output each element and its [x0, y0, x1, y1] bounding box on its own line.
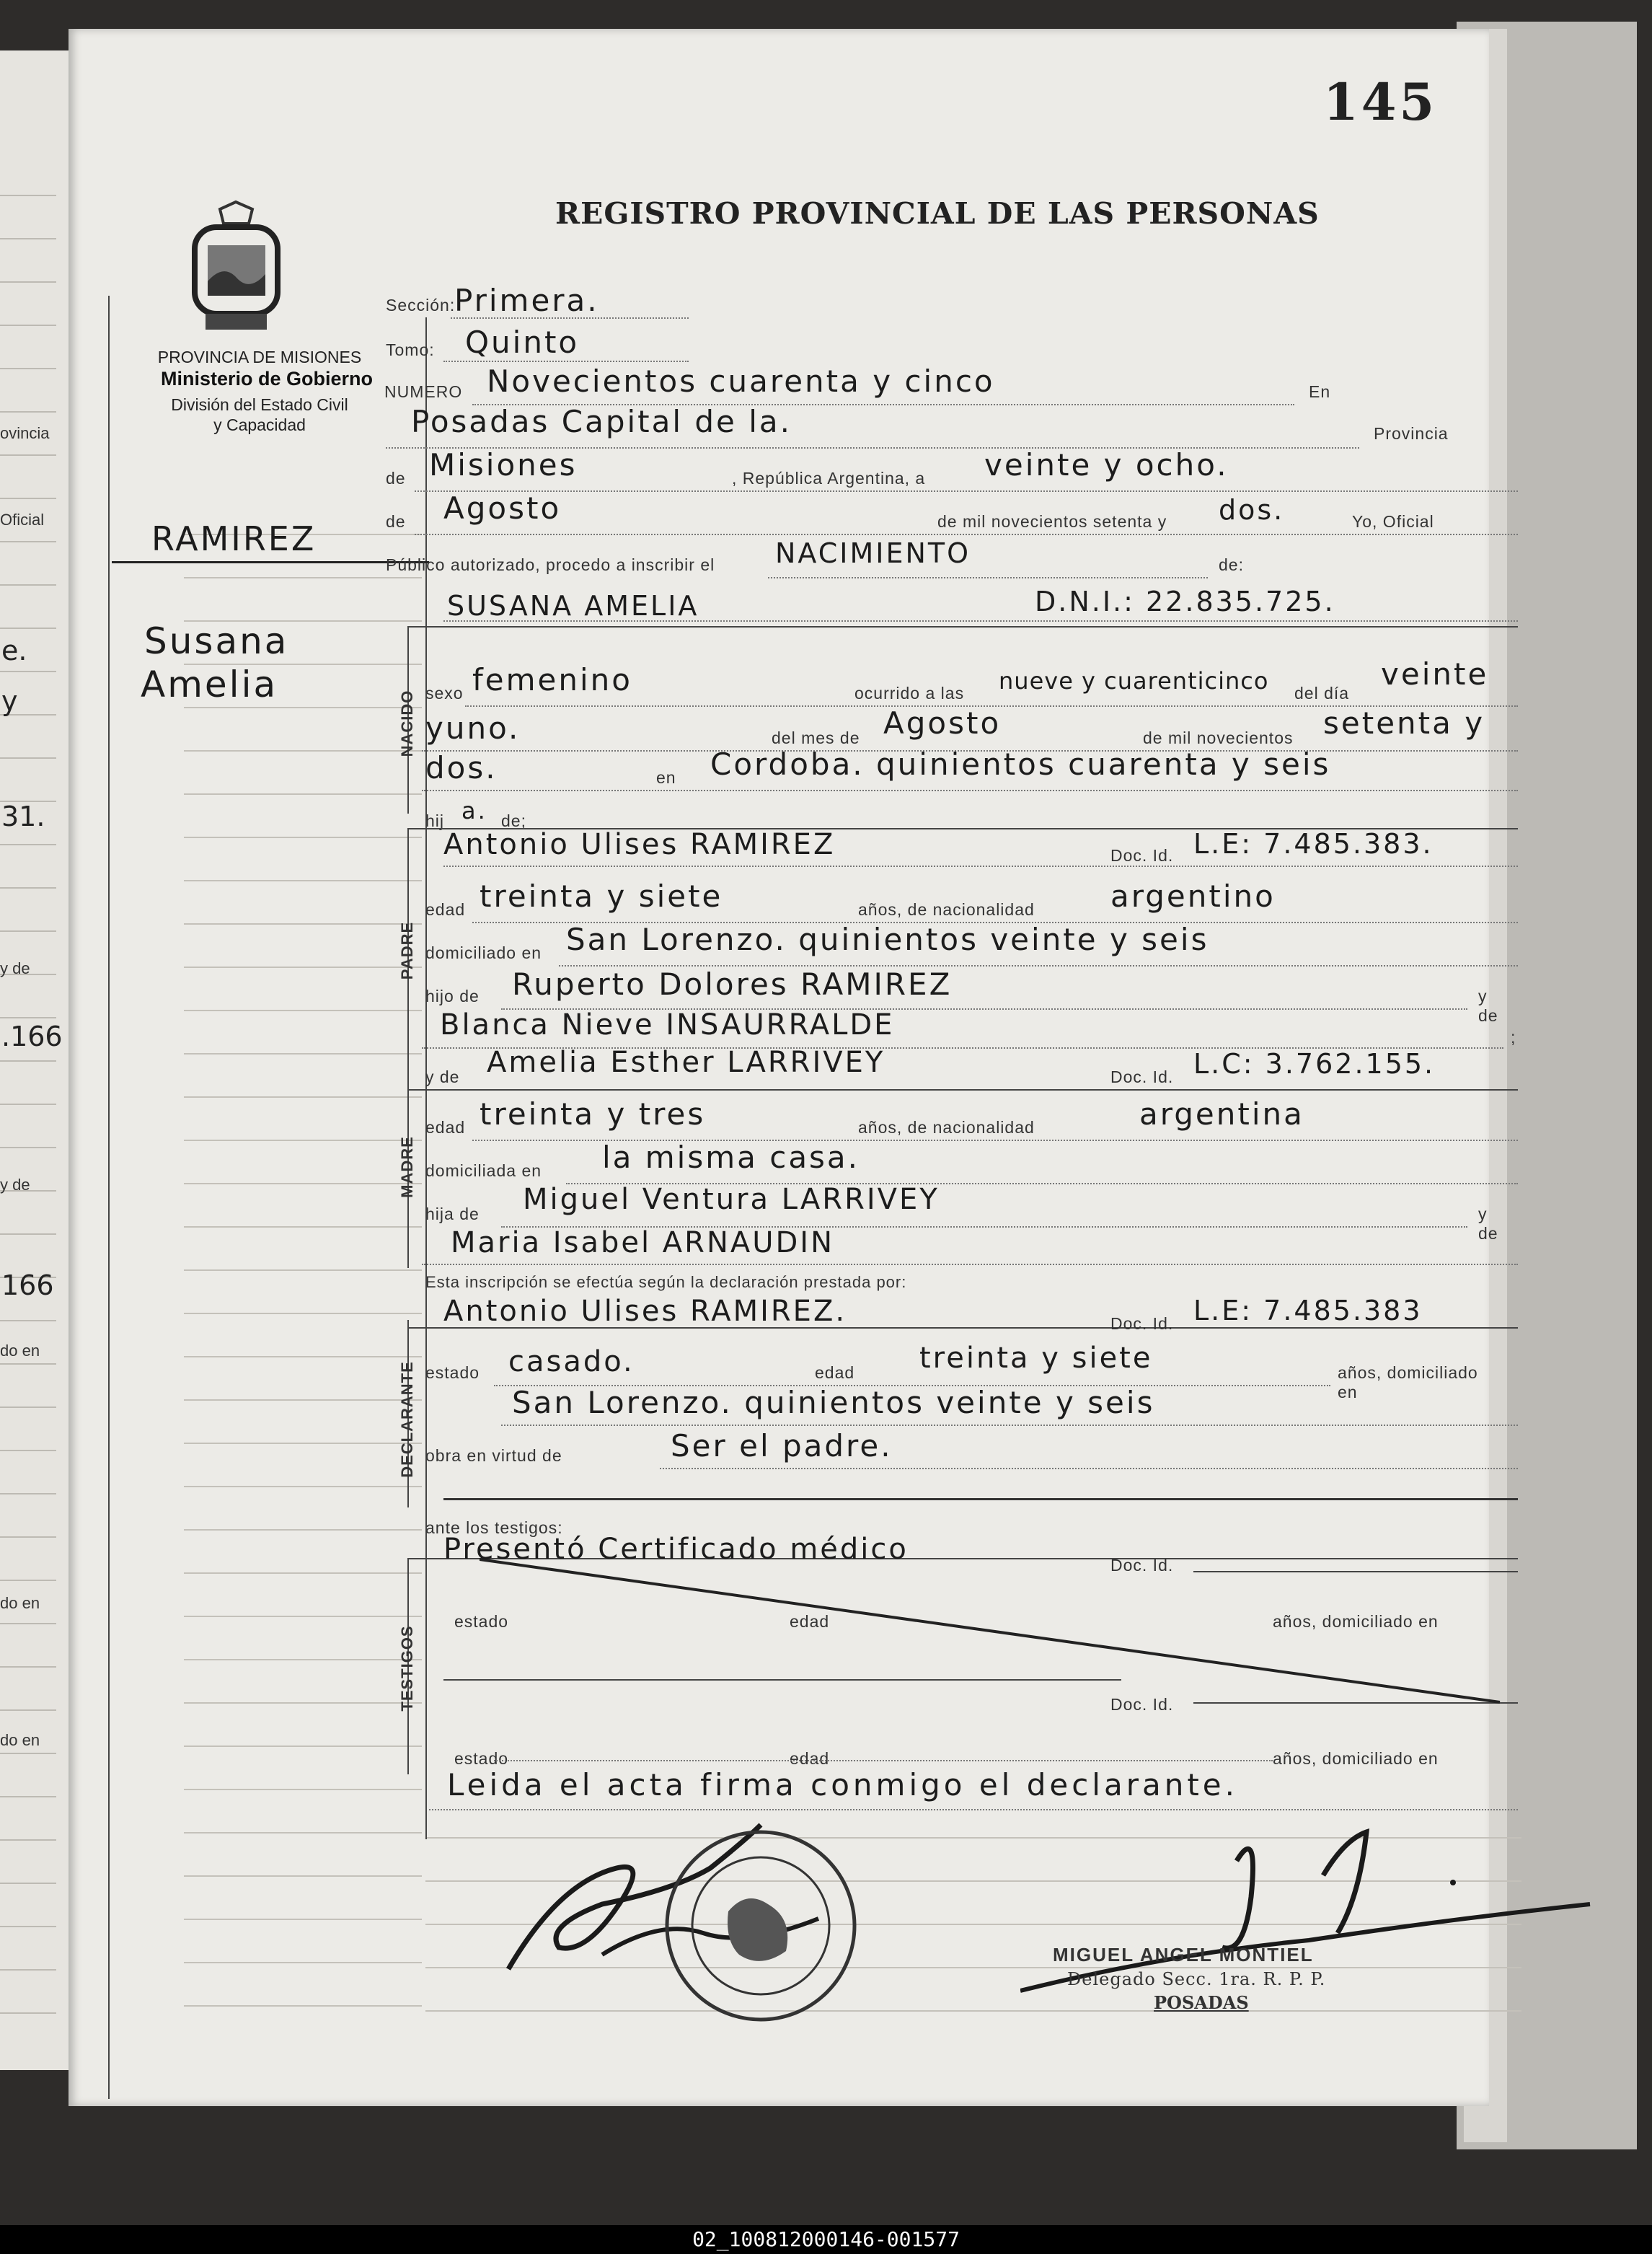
left-snip: ovincia	[0, 424, 50, 442]
acto-value: NACIMIENTO	[775, 537, 971, 569]
madre-nac-value: argentina	[1139, 1096, 1304, 1132]
padre-edad-value: treinta y siete	[480, 879, 723, 914]
testigo-anos-dom-label-2: años, domiciliado en	[1273, 1749, 1439, 1768]
seccion-value: Primera.	[454, 283, 599, 318]
margin-column-rule	[108, 296, 110, 2099]
padre-y-de-label: y de	[1478, 987, 1498, 1025]
padre-doc-value: L.E: 7.485.383.	[1193, 828, 1434, 860]
madre-madre-line	[422, 1264, 1518, 1265]
org-division-2: y Capacidad	[213, 415, 306, 434]
en-label: En	[1309, 382, 1331, 401]
decl-obra-value: Ser el padre.	[671, 1428, 893, 1463]
del-dia-label: del día	[1294, 684, 1350, 703]
madre-edad-value: treinta y tres	[480, 1096, 706, 1132]
nacido-section-label: NACIDO	[398, 690, 416, 757]
sexo-label: sexo	[425, 684, 464, 703]
decl-estado-label: estado	[425, 1363, 480, 1382]
signature-official-icon	[1020, 1810, 1597, 2027]
publico-label: Público autorizado, procedo a inscribir el	[386, 555, 715, 574]
padre-nac-label: años, de nacionalidad	[858, 900, 1035, 919]
madre-edad-label: edad	[425, 1118, 466, 1137]
margin-given-name: Susana	[144, 620, 289, 662]
seccion-line	[451, 317, 689, 319]
testigo-anos-dom-label: años, domiciliado en	[1273, 1612, 1439, 1631]
madre-section-label: MADRE	[398, 1136, 416, 1198]
decl-edad-value: treinta y siete	[919, 1342, 1153, 1375]
nombre-value: SUSANA AMELIA	[447, 590, 699, 622]
left-snip: Oficial	[0, 511, 45, 529]
fecha-mes-value: Agosto	[443, 490, 562, 526]
org-province: PROVINCIA DE MISIONES	[157, 348, 362, 366]
left-snip: e.	[1, 635, 27, 666]
padre-doc-label: Doc. Id.	[1110, 846, 1174, 865]
sexo-value: femenino	[472, 662, 632, 697]
en-label-2: en	[656, 768, 676, 787]
mes-value: Agosto	[883, 705, 1002, 741]
register-page	[69, 29, 1516, 2106]
lugar-value: Posadas Capital de la.	[411, 404, 792, 439]
provincia-value: Misiones	[429, 447, 578, 483]
madre-dom-label: domiciliada en	[425, 1161, 542, 1180]
testigos-section-label: TESTIGOS	[398, 1625, 416, 1712]
hij-suffix: a.	[461, 797, 487, 824]
padre-dom-value: San Lorenzo. quinientos veinte y seis	[566, 922, 1209, 957]
madre-bracket-top	[407, 1089, 1518, 1091]
dni-value: D.N.I.: 22.835.725.	[1035, 586, 1335, 617]
numero-label: NUMERO	[384, 382, 463, 401]
de-colon-label: de:	[1219, 555, 1244, 574]
decl-end-line	[443, 1498, 1518, 1500]
left-snip: do en	[0, 1342, 40, 1360]
tomo-label: Tomo:	[386, 340, 435, 359]
left-snip: do en	[0, 1594, 40, 1612]
anio-value: setenta y	[1323, 705, 1485, 741]
madre-doc-value: L.C: 3.762.155.	[1193, 1048, 1436, 1080]
official-name: MIGUEL ANGEL MONTIEL	[1053, 1944, 1314, 1965]
official-place: POSADAS	[1154, 1992, 1249, 2013]
padre-nombre-value: Antonio Ulises RAMIREZ	[443, 828, 836, 861]
left-snip: y	[1, 685, 18, 717]
madre-dom-value: la misma casa.	[602, 1140, 860, 1175]
madre-y-de-label-2: y de	[1478, 1205, 1498, 1243]
hora-value: nueve y cuarenticinco	[999, 667, 1269, 695]
decl-dom-line	[501, 1425, 1518, 1426]
left-snip: y de	[0, 959, 30, 977]
padre-dom-label: domiciliado en	[425, 943, 542, 962]
testigo-edad-label-2: edad	[790, 1749, 830, 1768]
madre-nombre-value: Amelia Esther LARRIVEY	[487, 1046, 885, 1079]
testigo-estado-label: estado	[454, 1612, 509, 1631]
testigo-estado-label-2: estado	[454, 1749, 509, 1768]
fecha-line	[415, 490, 1518, 492]
madre-doc-label: Doc. Id.	[1110, 1067, 1174, 1086]
margin-surname: RAMIREZ	[151, 519, 317, 558]
decl-doc-value: L.E: 7.485.383	[1193, 1295, 1423, 1326]
fecha-mes-line	[415, 534, 1518, 535]
madre-madre-value: Maria Isabel ARNAUDIN	[451, 1226, 835, 1259]
republica-label: , República Argentina, a	[732, 469, 926, 488]
margin-given-name-2: Amelia	[141, 664, 278, 705]
org-division: División del Estado Civil	[171, 395, 348, 414]
padre-nac-value: argentino	[1110, 879, 1276, 914]
anio-value-2: dos.	[425, 750, 498, 785]
padre-madre-value: Blanca Nieve INSAURRALDE	[440, 1008, 895, 1042]
left-page-fragment	[0, 50, 69, 2070]
lugar-nac-value: Cordoba. quinientos cuarenta y seis	[710, 747, 1331, 782]
official-role: Delegado Secc. 1ra. R. P. P.	[1067, 1969, 1326, 1989]
left-snip: .166	[1, 1021, 63, 1052]
fecha-dia-value: veinte y ocho.	[984, 447, 1229, 483]
declaracion-label: Esta inscripción se efectúa según la declaración prestada por:	[425, 1273, 907, 1291]
provincia-label: Provincia	[1374, 424, 1449, 443]
padre-line	[443, 866, 1518, 867]
left-snip: 166	[1, 1269, 54, 1301]
nombre-line	[443, 620, 1518, 622]
decl-dom-value: San Lorenzo. quinientos veinte y seis	[512, 1385, 1155, 1420]
del-mes-label: del mes de	[772, 728, 860, 747]
hij-label: hij	[425, 811, 445, 830]
page-title: REGISTRO PROVINCIAL DE LAS PERSONAS	[555, 196, 1320, 231]
lugar-nac-line	[422, 790, 1518, 791]
seccion-label: Sección:	[386, 296, 456, 314]
provincial-seal-icon	[180, 195, 292, 339]
padre-hijo-de-value: Ruperto Dolores RAMIREZ	[512, 967, 953, 1002]
madre-hija-de-value: Miguel Ventura LARRIVEY	[523, 1183, 940, 1216]
image-id-footer: 02_100812000146-001577	[0, 2225, 1652, 2254]
testigo-1-value: Presentó Certificado médico	[443, 1533, 909, 1566]
testigo-1-doc-label: Doc. Id.	[1110, 1556, 1174, 1575]
yo-oficial-label: Yo, Oficial	[1352, 512, 1434, 531]
org-ministry: Ministerio de Gobierno	[160, 368, 374, 389]
tomo-line	[443, 361, 689, 362]
official-round-seal-icon	[660, 1825, 862, 2027]
page-number: 145	[1323, 72, 1438, 132]
decl-doc-label: Doc. Id.	[1110, 1314, 1174, 1333]
tomo-value: Quinto	[465, 325, 580, 360]
fecha-anio-value: dos.	[1219, 494, 1285, 526]
numero-value: Novecientos cuarenta y cinco	[487, 364, 995, 399]
left-snip: 31.	[1, 801, 45, 832]
padre-edad-label: edad	[425, 900, 466, 919]
dia-value-2: yuno.	[425, 710, 521, 746]
cancel-diagonal	[480, 1558, 1503, 1738]
left-snip: do en	[0, 1731, 40, 1749]
nacido-bracket-top	[407, 626, 1518, 628]
decl-estado-value: casado.	[508, 1345, 635, 1378]
ocurrido-label: ocurrido a las	[854, 684, 965, 703]
de-mil-label-2: de mil novecientos	[1143, 728, 1294, 747]
madre-hija-de-label: hija de	[425, 1205, 480, 1223]
decl-obra-line	[660, 1468, 1518, 1469]
testigo-edad-label: edad	[790, 1612, 830, 1631]
decl-edad-label: edad	[815, 1363, 855, 1382]
left-snip: y de	[0, 1176, 30, 1194]
decl-obra-label: obra en virtud de	[425, 1446, 562, 1465]
decl-nombre-value: Antonio Ulises RAMIREZ.	[443, 1295, 847, 1328]
declarante-section-label: DECLARANTE	[398, 1361, 416, 1478]
de-label-2: de	[386, 512, 406, 531]
testigo-2-doc-label: Doc. Id.	[1110, 1695, 1174, 1714]
decl-anos-dom-label: años, domiciliado en	[1338, 1363, 1478, 1401]
madre-nac-label: años, de nacionalidad	[858, 1118, 1035, 1137]
testigos-label: ante los testigos:	[425, 1518, 563, 1537]
dia-value: veinte	[1381, 656, 1489, 692]
madre-y-de-label: y de	[425, 1067, 460, 1086]
de-label: de	[386, 469, 406, 488]
de-mil-label: de mil novecientos setenta y	[937, 512, 1167, 531]
acto-line	[768, 577, 1208, 578]
testigo-estado-line-2	[494, 1760, 1273, 1761]
padre-hijo-de-label: hijo de	[425, 987, 480, 1005]
margin-surname-underline	[112, 561, 429, 563]
de-semicolon-label: de;	[501, 811, 526, 830]
cierre-text: Leida el acta firma conmigo el declarante.	[447, 1767, 1238, 1802]
padre-semicolon: ;	[1511, 1028, 1516, 1047]
padre-section-label: PADRE	[398, 921, 416, 980]
